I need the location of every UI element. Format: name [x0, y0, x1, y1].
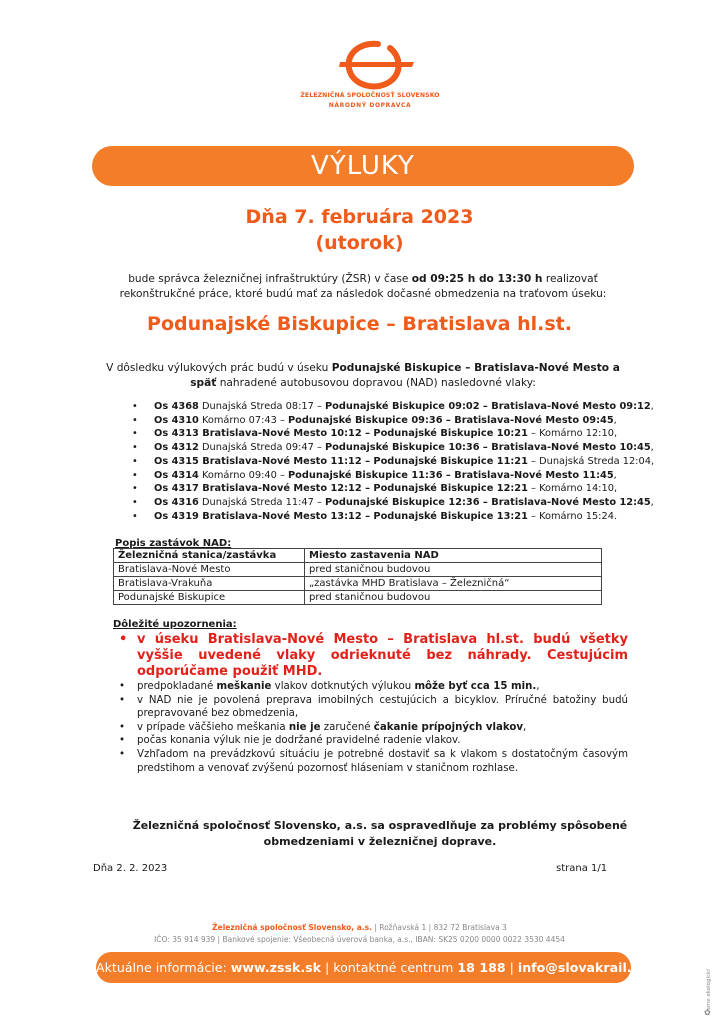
day-of-week: (utorok) [315, 232, 404, 254]
list-item: • Os 4314 Komárno 09:40 – Podunajské Biskupice 11:36 – Bratislava-Nové Mesto 11:45, [132, 469, 617, 481]
recycle-icon: ✿ [704, 1008, 711, 1017]
logo-text-line2: NÁRODNÝ DOPRAVCA [328, 102, 412, 109]
table-cell: pred staničnou budovou [305, 591, 602, 605]
table-row [114, 577, 602, 591]
contact-bar: Aktuálne informácie: www.zssk.sk | kontaktné centrum 18 188 | info@slovakrail.sk [96, 952, 631, 983]
table-header-row [114, 549, 602, 563]
table-header-cell: Železničná stanica/zastávka [114, 549, 305, 563]
list-item: • Os 4368 Dunajská Streda 08:17 – Podunajské Biskupice 09:02 – Bratislava-Nové Mesto 09:12, [132, 401, 654, 412]
list-item: • predpokladané meškanie vlakov dotknutých výlukou môže byť cca 15 min., [119, 681, 540, 692]
apology-note: Železničná spoločnosť Slovensko, a.s. sa ospravedlňuje za problémy spôsobené obmedzeniami v železničnej doprave. [132, 819, 628, 848]
list-item: • Os 4310 Komárno 07:43 – Podunajské Biskupice 09:36 – Bratislava-Nové Mesto 09:45, [132, 414, 617, 426]
table-header-cell: Miesto zastavenia NAD [305, 549, 602, 563]
zssk-logo-icon [318, 38, 422, 92]
list-item: • počas konania výluk nie je dodržané pravidelné radenie vlakov. [119, 735, 461, 747]
table-row [114, 563, 602, 577]
table-row [114, 591, 602, 605]
table-cell: „zastávka MHD Bratislava – Železničná“ [305, 577, 602, 591]
table-cell: Bratislava-Nové Mesto [114, 563, 305, 577]
website-link[interactable]: www.zssk.sk [230, 960, 321, 975]
page-number: strana 1/1 [556, 863, 608, 874]
list-item: • v úseku Bratislava-Nové Mesto – Bratislava hl.st. budú všetky vyššie uvedené vlaky odrieknuté bez náhrady. Cestujúcim odporúčame použiť MHD. [119, 632, 628, 679]
phone-number[interactable]: 18 188 [457, 960, 506, 975]
train-list [132, 400, 655, 523]
table-cell: pred staničnou budovou [305, 563, 602, 577]
issue-date: Dňa 2. 2. 2023 [93, 863, 168, 874]
title-banner: VÝLUKY [92, 146, 634, 186]
eco-label: sme ekologickí [706, 969, 712, 1010]
footer-company: Železničná spoločnosť Slovensko, a.s. | Rožňavská 1 | 832 72 Bratislava 3 [212, 923, 507, 932]
table-cell: Podunajské Biskupice [114, 591, 305, 605]
footer-bank: IČO: 35 914 939 | Bankové spojenie: Všeobecná úverová banka, a.s., IBAN: SK25 0200 0000 0022 3530 4454 [154, 935, 565, 944]
nad-intro-paragraph: V dôsledku výlukových prác budú v úseku Podunajské Biskupice – Bratislava-Nové Mesto a späť nahradené autobusovou dopravou (NAD) nasledovné vlaky: [106, 362, 620, 389]
warnings-heading: Dôležité upozornenia: [113, 619, 237, 630]
list-item: • Os 4319 Bratislava-Nové Mesto 13:12 – Podunajské Biskupice 13:21 – Komárno 15:24. [132, 510, 618, 522]
zssk-logo [300, 38, 440, 116]
route-title: Podunajské Biskupice – Bratislava hl.st. [147, 313, 572, 335]
list-item: • v prípade väčšieho meškania nie je zaručené čakanie prípojných vlakov, [119, 721, 527, 733]
table-cell: Bratislava-Vrakuňa [114, 577, 305, 591]
list-item: • Os 4316 Dunajská Streda 11:47 – Podunajské Biskupice 12:36 – Bratislava-Nové Mesto 12:45, [132, 496, 654, 508]
warnings-list [113, 632, 628, 775]
list-item: • Os 4315 Bratislava-Nové Mesto 11:12 – Podunajské Biskupice 11:21 – Dunajská Streda 12:04, [132, 455, 655, 467]
list-item: • Vzhľadom na prevádzkovú situáciu je potrebné dostaviť sa k vlakom s dostatočným časovým predstihom a venovať zvýšenú pozornosť hláseniam v staničnom rozhlase. [119, 748, 628, 774]
list-item: • Os 4312 Dunajská Streda 09:47 – Podunajské Biskupice 10:36 – Bratislava-Nové Mesto 10:45, [132, 442, 654, 454]
list-item: • v NAD nie je povolená preprava imobilných cestujúcich a bicyklov. Príručné batožiny budú prepravované bez obmedzenia, [119, 694, 628, 720]
logo-text-line1: ŽELEZNIČNÁ SPOLOČNOSŤ SLOVENSKO [300, 92, 440, 99]
stops-table [113, 548, 602, 605]
date-heading: Dňa 7. februára 2023 [245, 206, 474, 228]
list-item: • Os 4313 Bratislava-Nové Mesto 10:12 – Podunajské Biskupice 10:21 – Komárno 12:10, [132, 428, 618, 440]
email-link[interactable]: info@slovakrail.sk [517, 960, 648, 975]
stops-heading: Popis zastávok NAD: [115, 538, 232, 549]
intro-paragraph: bude správca železničnej infraštruktúry (ŽSR) v čase od 09:25 h do 13:30 h realizovať rekonštrukčné práce, ktoré budú mať za následok dočasné obmedzenia na traťovom úseku: [119, 273, 607, 300]
list-item: • Os 4317 Bratislava-Nové Mesto 12:12 – Podunajské Biskupice 12:21 – Komárno 14:10, [132, 483, 618, 495]
